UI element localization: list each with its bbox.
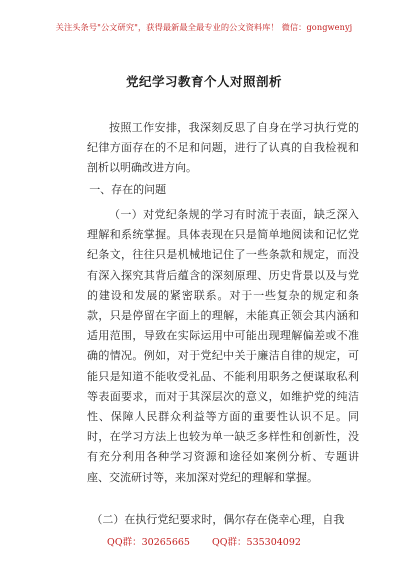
footer-qq-group-2: QQ群：535304092 — [211, 537, 301, 548]
problem-item-2-paragraph: （二）在执行党纪要求时，偶尔存在侥幸心理，自我 — [91, 513, 345, 526]
header-promo-note: 关注头条号"公文研究"，获得最新最全最专业的公文资料库！ 微信：gongwenyj — [55, 22, 353, 32]
footer-qq-groups — [0, 534, 408, 548]
document-title: 党纪学习教育个人对照剖析 — [125, 74, 282, 89]
problem-item-1-paragraph: （一）对党纪条规的学习有时流于表面，缺乏深入理解和系统掌握。具体表现在只是简单地阅读和记忆党纪条文，往往只是机械地记住了一些条款和规定，而没有深入探究其背后蕴含的深刻原理、历史背景以及与党的建设和发展的紧密联系。对于一些复杂的规定和条款，只是停留在字面上的理解，未能真正领会其内涵和适用范围，导致在实际运用中可能出现理解偏差或不准确的情况。例如，对于党纪中关于廉洁自律的规定，可能只是知道不能收受礼品、不能利用职务之便谋取私利等表面要求，而对于其深层次的意义，如维护党的纯洁性、保障人民群众利益等方面的重要性认识不足。同时，在学习方法上也较为单一缺乏多样性和创新性，没有充分利用各种学习资源和途径如案例分析、专题讲座、交流研讨等，来加深对党纪的理解和掌握。 — [87, 208, 359, 484]
section-heading-problems: 一、存在的问题 — [89, 183, 167, 196]
intro-paragraph: 按照工作安排，我深刻反思了自身在学习执行党的纪律方面存在的不足和问题，进行了认真的自我检视和剖析以明确改进方向。 — [87, 121, 359, 175]
footer-qq-group-1: QQ群：30265665 — [107, 537, 190, 548]
